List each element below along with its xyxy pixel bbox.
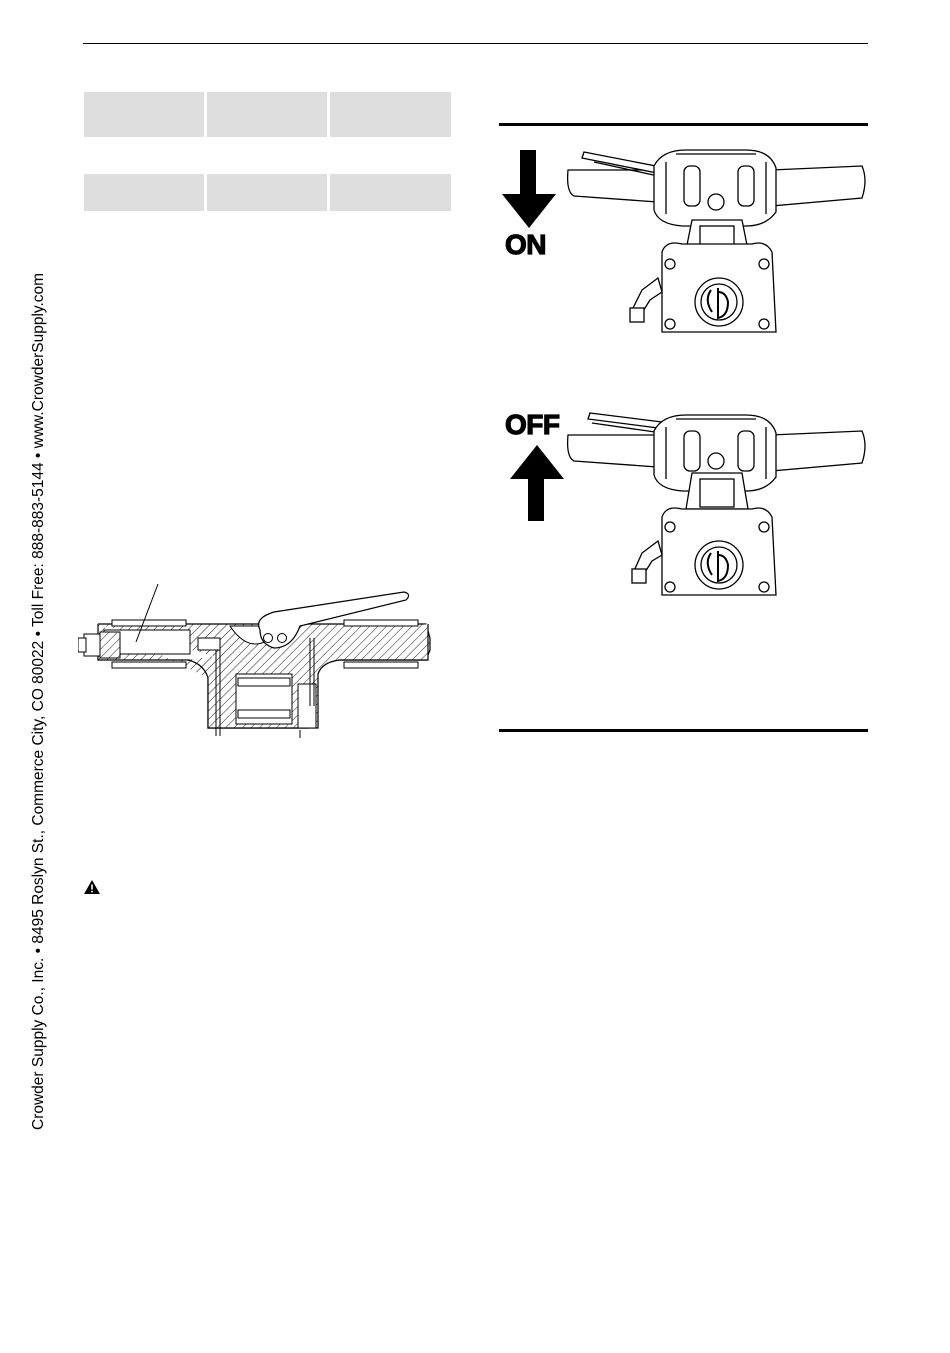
spec-cell (330, 174, 451, 211)
header-rule (83, 43, 868, 44)
spec-cell (330, 92, 451, 137)
section-rule-bottom (499, 729, 868, 732)
spec-table-1 (84, 92, 451, 137)
warning-triangle-icon (84, 880, 100, 894)
off-label: OFF (505, 409, 560, 440)
spec-cell (207, 174, 327, 211)
arrow-up-icon (508, 443, 566, 523)
on-label: ON (505, 229, 546, 260)
spec-cell (84, 174, 204, 211)
spec-table-2 (84, 174, 451, 211)
spec-cell (207, 92, 327, 137)
valve-cross-section-diagram (78, 578, 438, 738)
sidebar-contact-text: Crowder Supply Co., Inc. • 8495 Roslyn St., Commerce City, CO 80022 • Toll Free: 888-883-5144 • www.CrowderSupply.com (30, 272, 47, 1130)
tool-illustration-on (566, 140, 870, 336)
spec-cell (84, 92, 204, 137)
section-rule-top (499, 123, 868, 126)
tool-illustration-off (566, 405, 870, 601)
arrow-down-icon (500, 150, 558, 230)
